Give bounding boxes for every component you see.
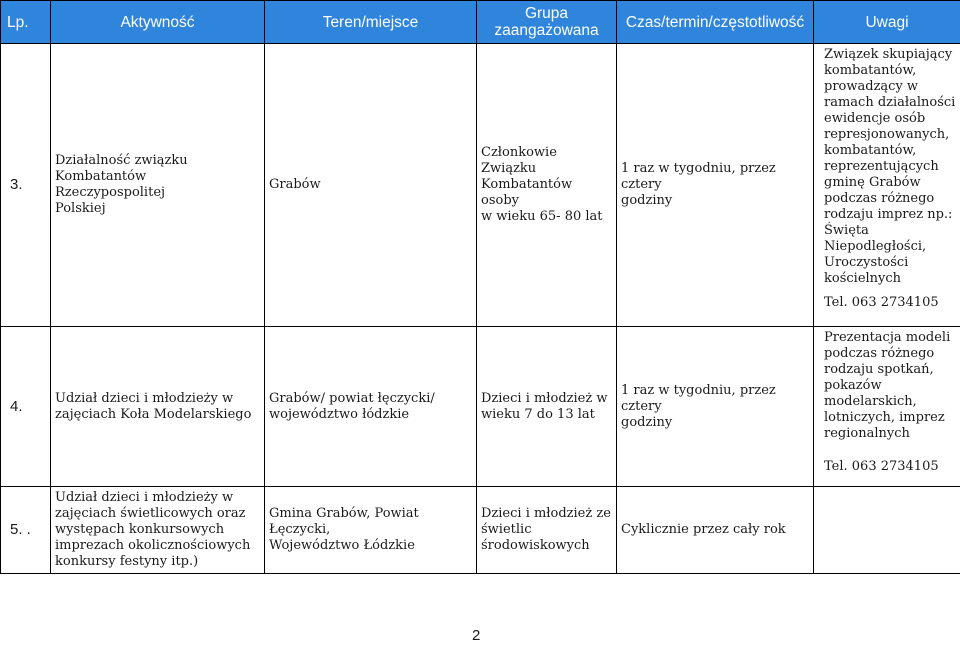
header-teren: Teren/miejsce xyxy=(265,1,477,44)
row-aktywnosc: Działalność związku Kombatantów Rzeczypospolitej Polskiej xyxy=(51,44,265,327)
row-uwagi-text: Związek skupiający kombatantów, prowadzący w ramach działalności ewidencje osób represjonowanych, kombatantów, reprezentujących gminę Grabów podczas różnego rodzaju imprez np.: Święta Niepodległości, Uroczystości kościelnych xyxy=(824,47,956,286)
header-czas: Czas/termin/częstotliwość xyxy=(617,1,814,44)
row-teren: Grabów xyxy=(265,44,477,327)
header-aktywnosc: Aktywność xyxy=(51,1,265,44)
row-lp: 3. xyxy=(1,44,51,327)
row-telephone: Tel. 063 2734105 xyxy=(824,459,939,474)
table-row xyxy=(1,487,960,574)
header-grupa: Grupa zaangażowana xyxy=(477,1,617,44)
row-czas: 1 raz w tygodniu, przez cztery godziny xyxy=(617,327,814,487)
header-uwagi: Uwagi xyxy=(814,1,960,44)
table-row xyxy=(1,327,960,487)
row-telephone: Tel. 063 2734105 xyxy=(824,295,939,310)
table-header-row xyxy=(1,1,960,44)
row-aktywnosc: Udział dzieci i młodzieży w zajęciach Koła Modelarskiego xyxy=(51,327,265,487)
row-lp: 5. . xyxy=(1,487,51,574)
header-lp: Lp. xyxy=(1,1,51,44)
row-uwagi xyxy=(814,44,960,327)
row-czas: 1 raz w tygodniu, przez cztery godziny xyxy=(617,44,814,327)
row-teren: Gmina Grabów, Powiat Łęczycki, Województwo Łódzkie xyxy=(265,487,477,574)
page-number: 2 xyxy=(472,627,481,644)
table-row xyxy=(1,44,960,327)
row-uwagi xyxy=(814,487,960,574)
row-uwagi xyxy=(814,327,960,487)
row-lp: 4. xyxy=(1,327,51,487)
row-aktywnosc: Udział dzieci i młodzieży w zajęciach świetlicowych oraz występach konkursowych imprezach okolicznościowych konkursy festyny itp.) xyxy=(51,487,265,574)
row-czas: Cyklicznie przez cały rok xyxy=(617,487,814,574)
row-grupa: Dzieci i młodzież w wieku 7 do 13 lat xyxy=(477,327,617,487)
row-grupa: Członkowie Związku Kombatantów osoby w wieku 65- 80 lat xyxy=(477,44,617,327)
row-teren: Grabów/ powiat łęczycki/ województwo łódzkie xyxy=(265,327,477,487)
row-grupa: Dzieci i młodzież ze świetlic środowiskowych xyxy=(477,487,617,574)
row-uwagi-text: Prezentacja modeli podczas różnego rodzaju spotkań, pokazów modelarskich, lotniczych, imprez regionalnych xyxy=(824,330,951,441)
